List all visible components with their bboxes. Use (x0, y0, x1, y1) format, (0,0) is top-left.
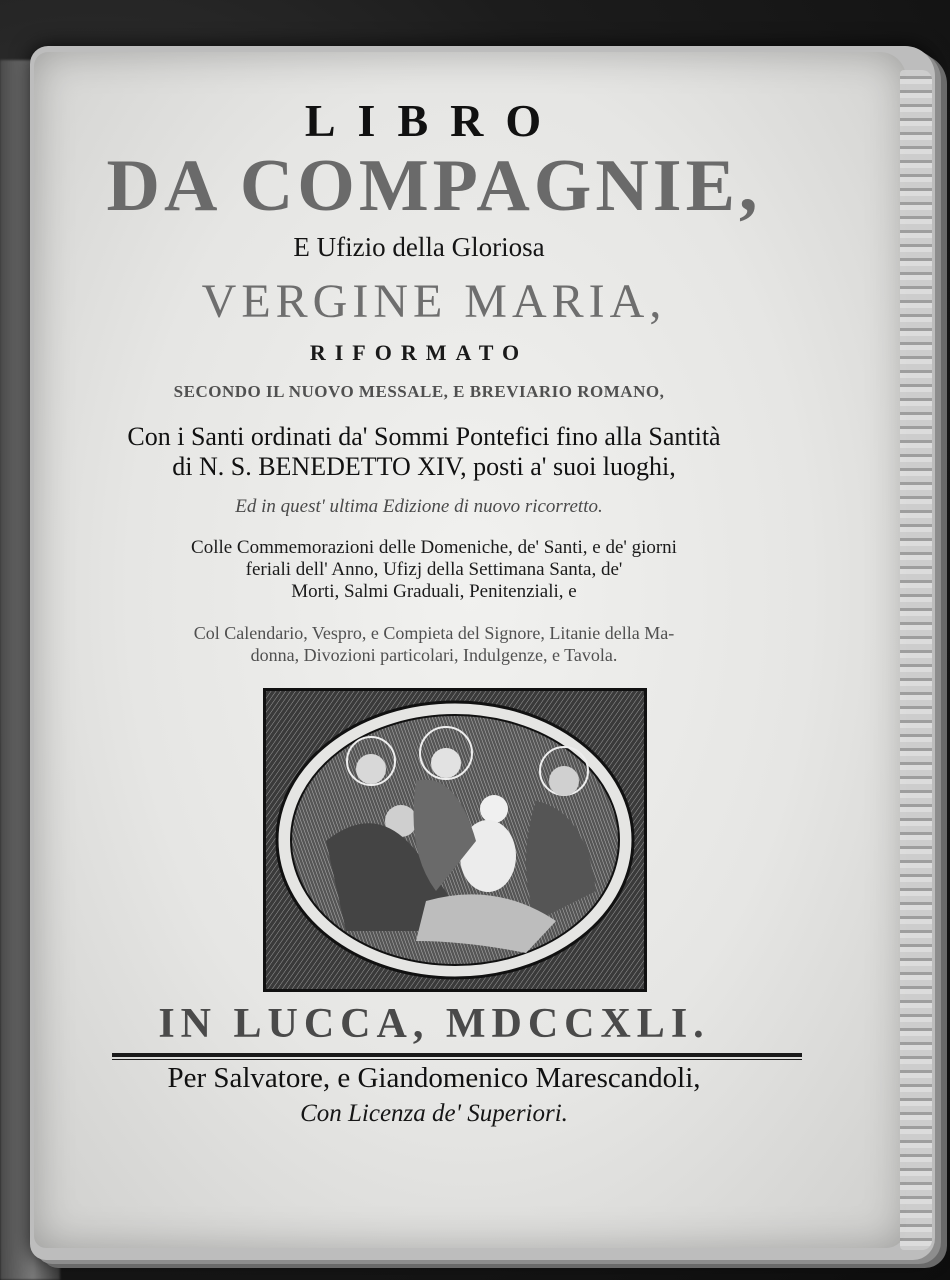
printer-line: Per Salvatore, e Giandomenico Marescandoli, (167, 1062, 701, 1094)
title-vergine-maria: VERGINE MARIA, (201, 275, 667, 328)
double-rule-divider (112, 1053, 802, 1060)
calendario-line-2: donna, Divozioni particolari, Indulgenze, e Tavola. (250, 645, 618, 665)
contents-line-2: feriali dell' Anno, Ufizj della Settimana Santa, de' (245, 559, 623, 580)
title-libro: LIBRO (304, 95, 564, 146)
santi-line-1: Con i Santi ordinati da' Sommi Pontefici fino alla Santità (127, 422, 721, 451)
contents-line-3: Morti, Salmi Graduali, Penitenziali, e (291, 581, 577, 602)
frayed-page-edges (900, 70, 932, 1250)
imprint-place-date: IN LUCCA, MDCCXLI. (158, 1001, 710, 1047)
calendario-line-1: Col Calendario, Vespro, e Compieta del Signore, Litanie della Ma- (193, 623, 675, 643)
subtitle-ufizio: E Ufizio della Gloriosa (293, 232, 545, 262)
licence-line: Con Licenza de' Superiori. (300, 1100, 568, 1127)
holy-family-engraving (263, 688, 647, 992)
santi-paragraph (34, 422, 814, 482)
contents-line-1: Colle Commemorazioni delle Domeniche, de' Santi, e de' giorni (191, 537, 677, 558)
subtitle-riformato: RIFORMATO (309, 340, 529, 365)
santi-line-2: di N. S. BENEDETTO XIV, posti a' suoi luoghi, (172, 452, 676, 481)
title-da-compagnie: DA COMPAGNIE, (106, 145, 762, 227)
edition-note: Ed in quest' ultima Edizione di nuovo ricorretto. (235, 496, 603, 517)
engraving-illustration (266, 691, 644, 989)
contents-paragraph (34, 537, 834, 603)
subtitle-messale: SECONDO IL NUOVO MESSALE, E BREVIARIO ROMANO, (173, 382, 665, 401)
calendario-paragraph (34, 622, 834, 666)
